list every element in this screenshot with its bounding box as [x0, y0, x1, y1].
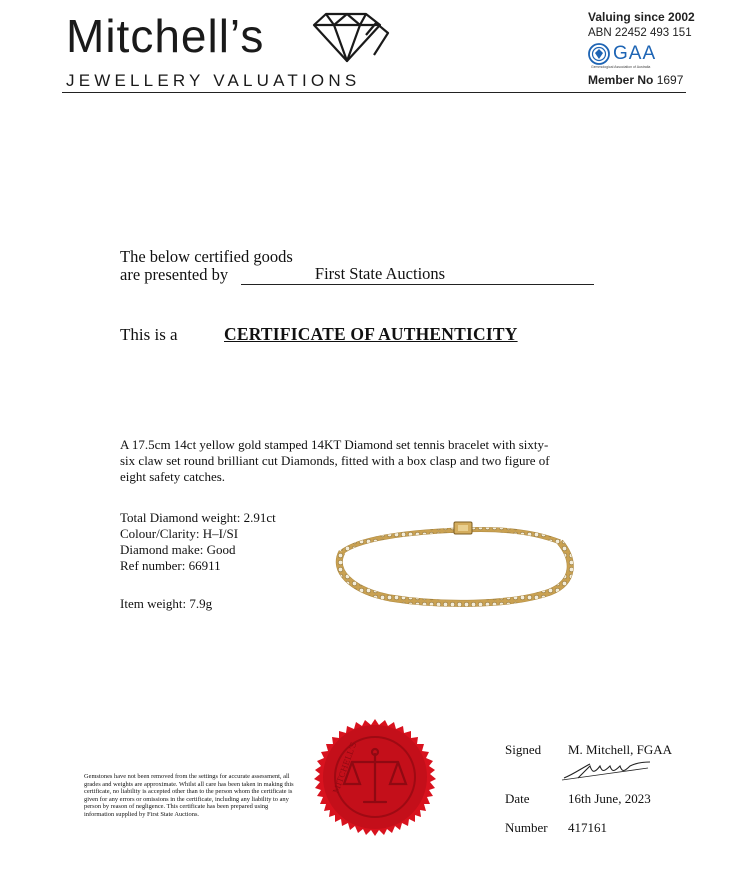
gaa-label: GAA: [613, 43, 657, 64]
certificate-prefix: This is a: [120, 325, 178, 344]
signed-label: Signed: [505, 742, 542, 757]
item-specifications: [120, 510, 276, 574]
brand-name: Mitchell’s: [66, 10, 265, 62]
presenter-name: First State Auctions: [314, 264, 446, 283]
date-value: 16th June, 2023: [568, 791, 651, 806]
valuing-since: Valuing since 2002: [588, 10, 695, 24]
diamond-make: Diamond make: Good: [120, 542, 236, 557]
presenter-underline: [241, 284, 594, 285]
handwritten-signature: [560, 758, 655, 784]
member-label: Member No: [588, 73, 654, 87]
signed-value: M. Mitchell, FGAA: [568, 742, 672, 757]
colour-clarity: Colour/Clarity: H–I/SI: [120, 526, 239, 541]
gaa-fullname: Gemmological Association of Australia: [591, 65, 651, 69]
header-credentials: [588, 10, 728, 87]
brand-logo: [66, 8, 486, 88]
total-diamond-weight: Total Diamond weight: 2.91ct: [120, 510, 276, 525]
disclaimer-text: Gemstones have not been removed from the settings for accurate assessment, all grades and weights are approximate. Whilst all care has been taken in making this certificate, no liability is accepted other than to the person whom the certificate is given for any errors or omissions in the certificate, including any liability to any person by reason of negligence. This certificate has been prepared using information supplied by First State Auctions.: [84, 773, 294, 818]
gaa-emblem-icon: [588, 43, 610, 65]
date-label: Date: [505, 791, 530, 806]
header-divider: [62, 92, 686, 93]
red-wax-seal-scales: [300, 702, 450, 852]
intro-line-1: The below certified goods: [120, 247, 293, 266]
diamond-icon: [304, 11, 390, 63]
tennis-bracelet-photo: [330, 510, 580, 615]
member-value: 1697: [656, 73, 684, 87]
number-label: Number: [505, 820, 548, 835]
number-value: 417161: [568, 820, 607, 835]
item-description: A 17.5cm 14ct yellow gold stamped 14KT Diamond set tennis bracelet with sixty-six claw set round brilliant cut Diamonds, fitted with a box clasp and two figure of eight safety catches.: [120, 437, 550, 484]
ref-number: Ref number: 66911: [120, 558, 221, 573]
certificate-title: CERTIFICATE OF AUTHENTICITY: [224, 324, 518, 344]
abn-number: ABN 22452 493 151: [588, 27, 692, 39]
seal-text: MITCHELL'S: [331, 740, 359, 795]
gaa-badge: [588, 43, 728, 69]
member-number: [588, 73, 683, 88]
item-weight: Item weight: 7.9g: [120, 596, 213, 611]
intro-line-2: are presented by: [120, 265, 229, 284]
brand-subtitle: JEWELLERY VALUATIONS: [66, 71, 361, 90]
